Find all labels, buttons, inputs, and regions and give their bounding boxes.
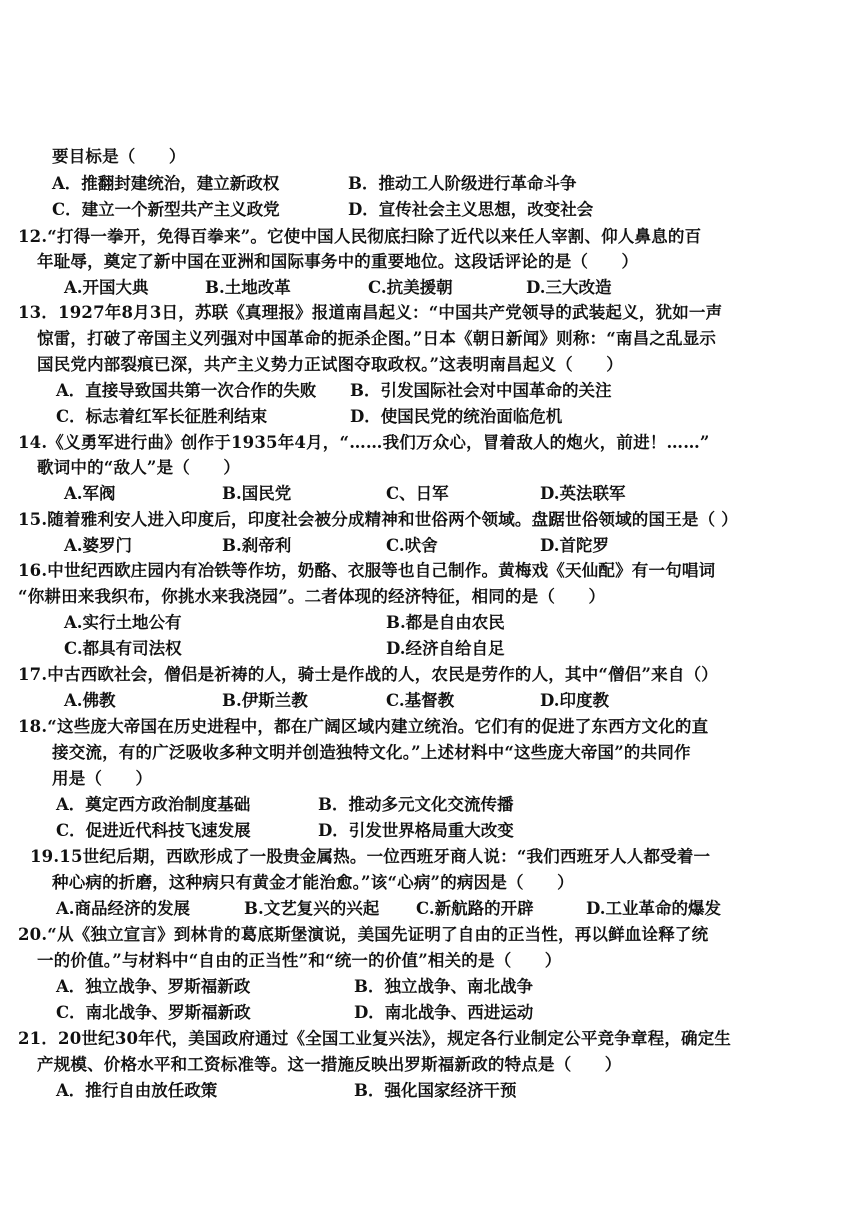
q17-stem-line1: 17.中古西欧社会，僧侣是祈祷的人，骑士是作战的人，农民是劳作的人，其中“僧侣”来自（） <box>18 665 718 684</box>
q16-option-c[interactable]: C.都具有司法权 <box>64 639 182 658</box>
q13-option-c[interactable]: C．标志着红军长征胜利结束 <box>56 407 268 426</box>
q20-stem-line2: 一的价值。”与材料中“自由的正当性”和“统一的价值”相关的是（ ） <box>37 951 562 970</box>
q11-option-c[interactable]: C．建立一个新型共产主义政党 <box>52 200 280 219</box>
q19-option-b[interactable]: B.文艺复兴的兴起 <box>244 899 380 918</box>
q11-option-a[interactable]: A．推翻封建统治，建立新政权 <box>52 174 280 193</box>
q21-option-a[interactable]: A．推行自由放任政策 <box>56 1081 218 1100</box>
q18-stem-line1: 18.“这些庞大帝国在历史进程中，都在广阔区域内建立统治。它们有的促进了东西方文化的直 <box>18 717 709 736</box>
q13-option-d[interactable]: D．使国民党的统治面临危机 <box>350 407 563 426</box>
q17-option-b[interactable]: B.伊斯兰教 <box>222 691 308 710</box>
q20-stem-line1: 20.“从《独立宣言》到林肯的葛底斯堡演说，美国先证明了自由的正当性，再以鲜血诠释了统 <box>18 925 709 944</box>
q20-option-a[interactable]: A．独立战争、罗斯福新政 <box>56 977 251 996</box>
q15-stem-line1: 15.随着雅利安人进入印度后，印度社会被分成精神和世俗两个领域。盘踞世俗领域的国王是（ ） <box>18 510 738 529</box>
q19-stem-line1: 19.15世纪后期，西欧形成了一股贵金属热。一位西班牙商人说：“我们西班牙人人都受着一 <box>30 847 711 866</box>
q17-option-c[interactable]: C.基督教 <box>386 691 455 710</box>
q17-option-d[interactable]: D.印度教 <box>540 691 609 710</box>
q15-option-c[interactable]: C.吠舍 <box>386 536 438 555</box>
q14-stem-line2: 歌词中的“敌人”是（ ） <box>37 458 241 477</box>
q19-stem-line2: 种心病的折磨，这种病只有黄金才能治愈。”该“心病”的病因是（ ） <box>52 873 574 892</box>
q12-option-a[interactable]: A.开国大典 <box>64 278 149 297</box>
q18-stem-line2: 接交流，有的广泛吸收多种文明并创造独特文化。”上述材料中“这些庞大帝国”的共同作 <box>52 743 691 762</box>
q16-option-d[interactable]: D.经济自给自足 <box>386 639 505 658</box>
q12-stem-line2: 年耻辱，奠定了新中国在亚洲和国际事务中的重要地位。这段话评论的是（ ） <box>37 252 639 271</box>
q19-option-a[interactable]: A.商品经济的发展 <box>56 899 191 918</box>
q19-option-c[interactable]: C.新航路的开辟 <box>416 899 534 918</box>
q13-option-a[interactable]: A．直接导致国共第一次合作的失败 <box>56 381 317 400</box>
q11-option-d[interactable]: D．宣传社会主义思想，改变社会 <box>348 200 594 219</box>
q17-option-a[interactable]: A.佛教 <box>64 691 116 710</box>
q12-stem-line1: 12.“打得一拳开，免得百拳来”。它使中国人民彻底扫除了近代以来任人宰割、仰人鼻息的百 <box>18 227 702 246</box>
q20-option-c[interactable]: C．南北战争、罗斯福新政 <box>56 1003 251 1022</box>
q12-option-b[interactable]: B.土地改革 <box>205 278 291 297</box>
q18-stem-line3: 用是（ ） <box>52 769 153 788</box>
q13-stem-line1: 13．1927年8月3日，苏联《真理报》报道南昌起义：“中国共产党领导的武装起义，犹如一声 <box>18 303 723 322</box>
q18-option-c[interactable]: C．促进近代科技飞速发展 <box>56 821 251 840</box>
q11-option-b[interactable]: B．推动工人阶级进行革命斗争 <box>348 174 577 193</box>
q13-stem-line2: 惊雷，打破了帝国主义列强对中国革命的扼杀企图。”日本《朝日新闻》则称：“南昌之乱显示 <box>37 329 717 348</box>
q19-option-d[interactable]: D.工业革命的爆发 <box>586 899 721 918</box>
q16-option-b[interactable]: B.都是自由农民 <box>386 613 505 632</box>
q18-option-b[interactable]: B．推动多元文化交流传播 <box>318 795 514 814</box>
q16-stem-line1: 16.中世纪西欧庄园内有冶铁等作坊，奶酪、衣服等也自己制作。黄梅戏《天仙配》有一句唱词 <box>18 561 716 580</box>
q14-option-d[interactable]: D.英法联军 <box>540 484 626 503</box>
q16-option-a[interactable]: A.实行土地公有 <box>64 613 182 632</box>
q21-stem-line1: 21．20世纪30年代，美国政府通过《全国工业复兴法》，规定各行业制定公平竞争章程，确定生 <box>18 1029 732 1048</box>
q21-stem-line2: 产规模、价格水平和工资标准等。这一措施反映出罗斯福新政的特点是（ ） <box>37 1055 622 1074</box>
q14-stem-line1: 14.《义勇军进行曲》创作于1935年4月，“……我们万众心，冒着敌人的炮火，前进！……” <box>18 433 710 452</box>
q15-option-d[interactable]: D.首陀罗 <box>540 536 609 555</box>
q12-option-c[interactable]: C.抗美援朝 <box>368 278 453 297</box>
q14-option-c[interactable]: C、日军 <box>386 484 449 503</box>
q18-option-d[interactable]: D．引发世界格局重大改变 <box>318 821 514 840</box>
q14-option-a[interactable]: A.军阀 <box>64 484 116 503</box>
q15-option-a[interactable]: A.婆罗门 <box>64 536 133 555</box>
q13-option-b[interactable]: B．引发国际社会对中国革命的关注 <box>350 381 612 400</box>
q16-stem-line2: “你耕田来我织布，你挑水来我浇园”。二者体现的经济特征，相同的是（ ） <box>18 587 606 606</box>
q12-option-d[interactable]: D.三大改造 <box>526 278 612 297</box>
q18-option-a[interactable]: A．奠定西方政治制度基础 <box>56 795 251 814</box>
q15-option-b[interactable]: B.刹帝利 <box>222 536 292 555</box>
q13-stem-line3: 国民党内部裂痕已深，共产主义势力正试图夺取政权。”这表明南昌起义（ ） <box>37 355 623 374</box>
q14-option-b[interactable]: B.国民党 <box>222 484 292 503</box>
q20-option-b[interactable]: B．独立战争、南北战争 <box>354 977 533 996</box>
q11-stem-continued: 要目标是（ ） <box>52 147 186 166</box>
q21-option-b[interactable]: B．强化国家经济干预 <box>354 1081 517 1100</box>
q20-option-d[interactable]: D．南北战争、西进运动 <box>354 1003 534 1022</box>
